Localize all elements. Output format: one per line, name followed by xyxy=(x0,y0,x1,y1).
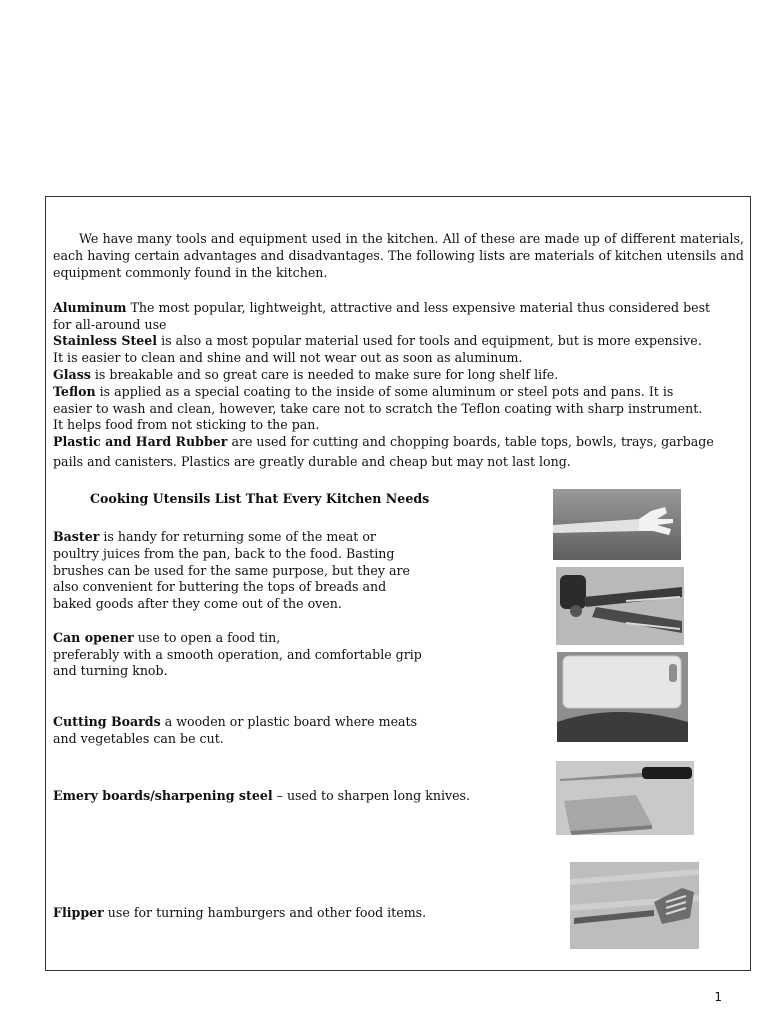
utensil-flipper-line1 xyxy=(53,905,426,922)
can-opener-desc-2: preferably with a smooth operation, and comfortable grip xyxy=(53,647,422,662)
term-plastic-hard-rubber: Plastic and Hard Rubber xyxy=(53,434,228,449)
section-title-text: Cooking Utensils List That Every Kitchen Needs xyxy=(90,491,430,506)
term-emery-boards: Emery boards/sharpening steel xyxy=(53,788,273,803)
stainless-desc-2: It is easier to clean and shine and will not wear out as soon as aluminum. xyxy=(53,350,523,365)
aluminum-desc-2: for all-around use xyxy=(53,317,167,332)
material-stainless-line1 xyxy=(53,333,702,350)
baster-desc-2: poultry juices from the pan, back to the food. Basting xyxy=(53,546,395,561)
glass-desc-1: is breakable and so great care is needed to make sure for long shelf life. xyxy=(90,367,559,382)
sharpening-steel-photo xyxy=(556,761,694,835)
page-number: 1 xyxy=(714,990,722,1004)
utensil-baster-line2 xyxy=(53,546,394,563)
term-glass: Glass xyxy=(53,367,91,382)
teflon-desc-1: is applied as a special coating to the inside of some aluminum or steel pots and pans. It is xyxy=(95,384,674,399)
can-opener-photo xyxy=(556,567,684,645)
baster-desc-5: baked goods after they come out of the oven. xyxy=(53,596,342,611)
baster-photo xyxy=(553,489,681,560)
teflon-desc-2: easier to wash and clean, however, take care not to scratch the Teflon coating with sharp instrument. xyxy=(53,401,703,416)
material-teflon-line2 xyxy=(53,401,702,418)
stainless-desc-1: is also a most popular material used for tools and equipment, but is more expensive. xyxy=(157,333,702,348)
utensil-baster-line1 xyxy=(53,529,376,546)
flipper-desc-1: use for turning hamburgers and other food items. xyxy=(103,905,427,920)
utensil-can-opener-line3 xyxy=(53,663,168,680)
term-teflon: Teflon xyxy=(53,384,96,399)
material-aluminum-line1 xyxy=(53,300,710,317)
aluminum-desc-1: The most popular, lightweight, attractive and less expensive material thus considered best xyxy=(126,300,711,315)
baster-desc-1: is handy for returning some of the meat or xyxy=(99,529,376,544)
utensil-cutting-boards-line1 xyxy=(53,714,417,731)
flipper-photo xyxy=(570,862,699,949)
term-cutting-boards: Cutting Boards xyxy=(53,714,161,729)
material-teflon-line3 xyxy=(53,417,319,434)
cutting-boards-desc-1: a wooden or plastic board where meats xyxy=(160,714,418,729)
utensil-emery-line1 xyxy=(53,788,470,805)
emery-desc-1: – used to sharpen long knives. xyxy=(272,788,471,803)
section-title xyxy=(90,491,429,508)
utensil-can-opener-line1 xyxy=(53,630,280,647)
material-plastic-line2 xyxy=(53,454,571,471)
material-teflon-line1 xyxy=(53,384,673,401)
baster-desc-3: brushes can be used for the same purpose, but they are xyxy=(53,563,410,578)
utensil-baster-line3 xyxy=(53,563,410,580)
teflon-desc-3: It helps food from not sticking to the pan. xyxy=(53,417,320,432)
can-opener-desc-1: use to open a food tin, xyxy=(133,630,281,645)
intro-text: We have many tools and equipment used in the kitchen. All of these are made up of different materials, each having certain advantages and disadvantages. The following lists are materials of kitchen utensils and equipment commonly found in the kitchen. xyxy=(53,231,744,280)
term-aluminum: Aluminum xyxy=(53,300,127,315)
material-plastic-line1 xyxy=(53,434,714,451)
term-flipper: Flipper xyxy=(53,905,104,920)
material-aluminum-line2 xyxy=(53,317,167,334)
utensil-can-opener-line2 xyxy=(53,647,422,664)
cutting-board-photo xyxy=(557,652,688,742)
plastic-desc-1: are used for cutting and chopping boards, table tops, bowls, trays, garbage xyxy=(227,434,714,449)
material-stainless-line2 xyxy=(53,350,522,367)
term-stainless-steel: Stainless Steel xyxy=(53,333,158,348)
can-opener-desc-3: and turning knob. xyxy=(53,663,168,678)
utensil-baster-line4 xyxy=(53,579,386,596)
intro-paragraph xyxy=(53,231,744,281)
term-can-opener: Can opener xyxy=(53,630,134,645)
term-baster: Baster xyxy=(53,529,100,544)
baster-desc-4: also convenient for buttering the tops of breads and xyxy=(53,579,387,594)
utensil-cutting-boards-line2 xyxy=(53,731,224,748)
cutting-boards-desc-2: and vegetables can be cut. xyxy=(53,731,224,746)
material-glass-line1 xyxy=(53,367,558,384)
utensil-baster-line5 xyxy=(53,596,342,613)
plastic-desc-2: pails and canisters. Plastics are greatly durable and cheap but may not last long. xyxy=(53,454,571,469)
